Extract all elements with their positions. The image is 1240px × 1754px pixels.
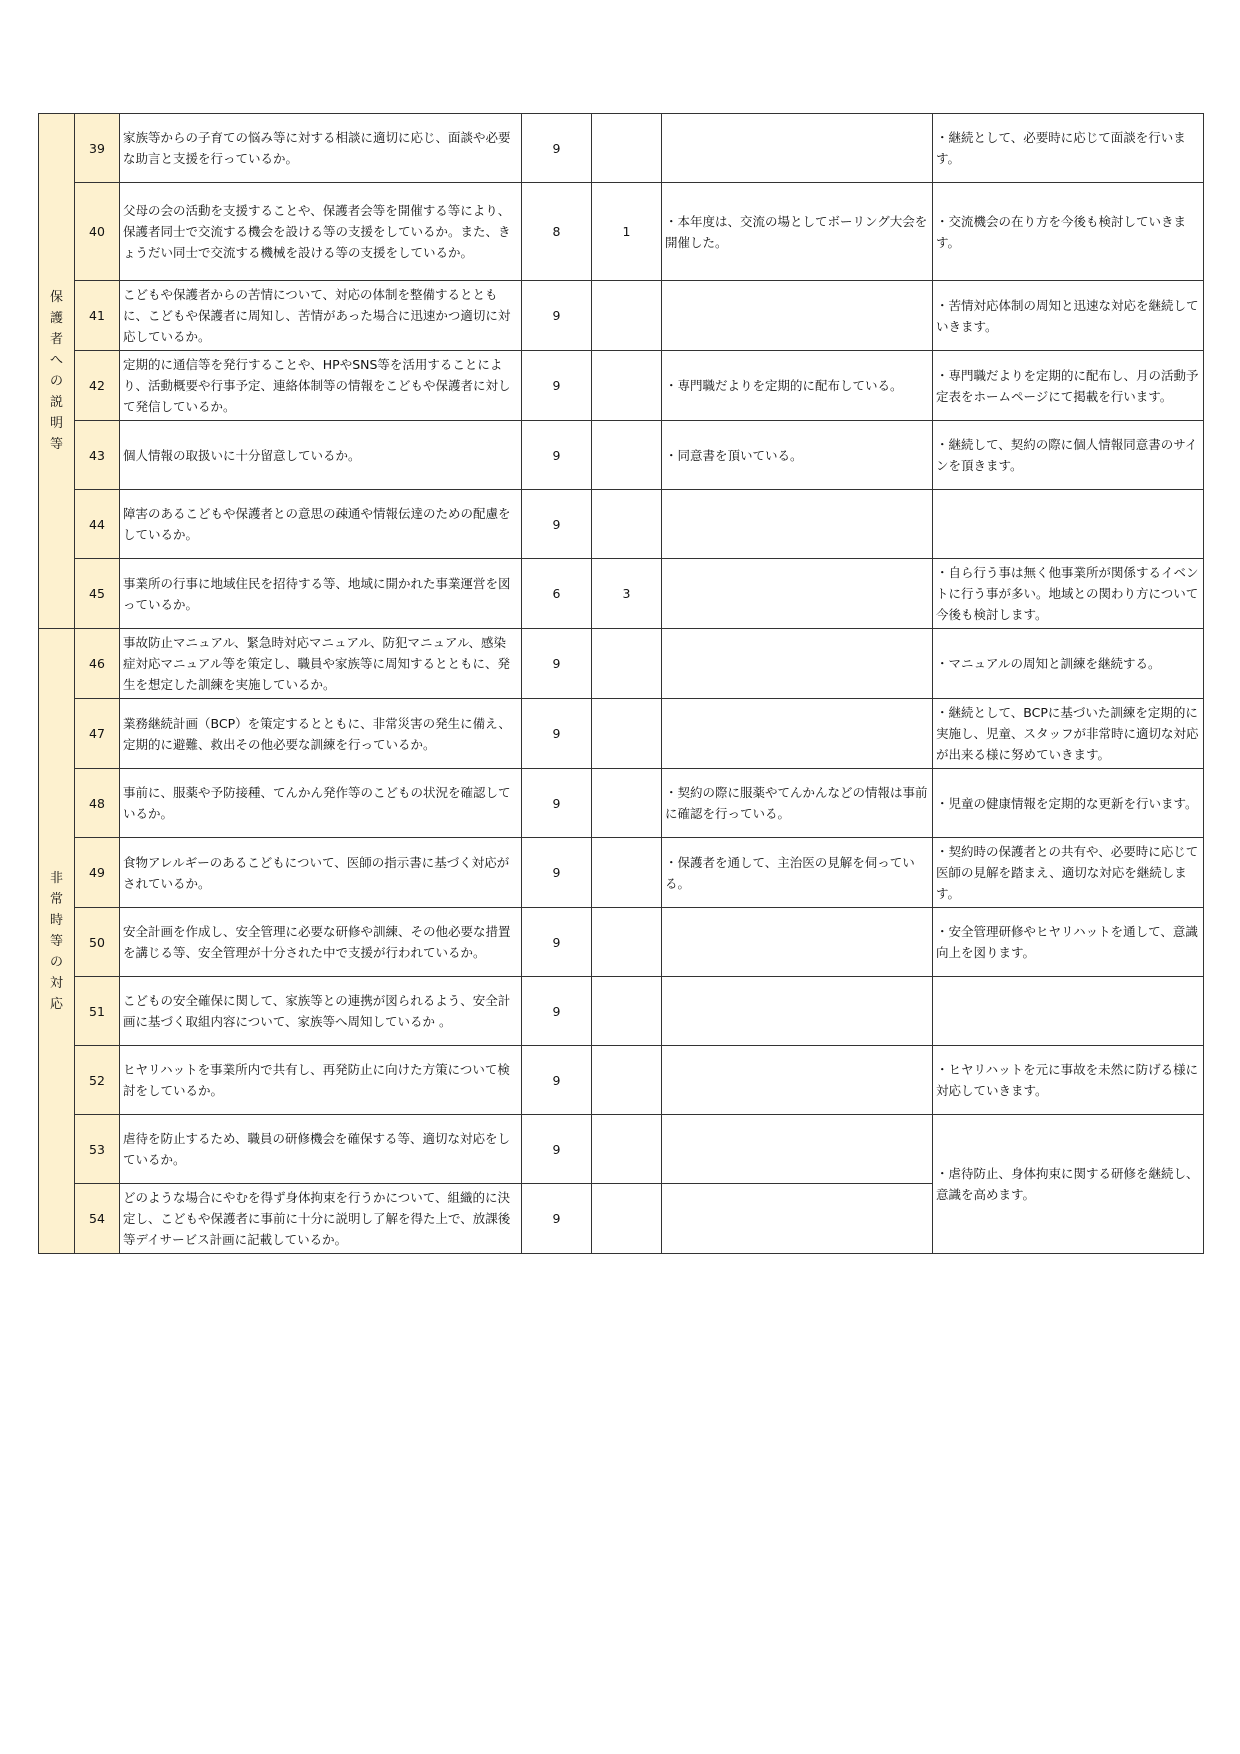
no-count bbox=[592, 281, 662, 351]
table-row bbox=[39, 1115, 1204, 1184]
question-text: 食物アレルギーのあるこどもについて、医師の指示書に基づく対応がされているか。 bbox=[120, 838, 522, 908]
improvement-note: ・継続として、BCPに基づいた訓練を定期的に実施し、児童、スタッフが非常時に適切な対応が出来る様に努めていきます。 bbox=[933, 699, 1204, 769]
table-row bbox=[39, 838, 1204, 908]
yes-count: 9 bbox=[522, 699, 592, 769]
action-note bbox=[662, 281, 933, 351]
section-label-emergency: 非常時等の対応 bbox=[39, 629, 75, 1254]
row-number: 40 bbox=[75, 183, 120, 281]
row-number: 49 bbox=[75, 838, 120, 908]
row-number: 53 bbox=[75, 1115, 120, 1184]
improvement-note: ・安全管理研修やヒヤリハットを通して、意識向上を図ります。 bbox=[933, 908, 1204, 977]
no-count: 3 bbox=[592, 559, 662, 629]
no-count bbox=[592, 1115, 662, 1184]
table-row bbox=[39, 629, 1204, 699]
table-row bbox=[39, 183, 1204, 281]
no-count bbox=[592, 114, 662, 183]
action-note: ・同意書を頂いている。 bbox=[662, 421, 933, 490]
yes-count: 6 bbox=[522, 559, 592, 629]
action-note bbox=[662, 629, 933, 699]
table-row bbox=[39, 1046, 1204, 1115]
question-text: 事故防止マニュアル、緊急時対応マニュアル、防犯マニュアル、感染症対応マニュアル等を策定し、職員や家族等に周知するとともに、発生を想定した訓練を実施しているか。 bbox=[120, 629, 522, 699]
question-text: こどもの安全確保に関して、家族等との連携が図られるよう、安全計画に基づく取組内容について、家族等へ周知しているか 。 bbox=[120, 977, 522, 1046]
table-row bbox=[39, 559, 1204, 629]
improvement-note: ・虐待防止、身体拘束に関する研修を継続し、意識を高めます。 bbox=[933, 1115, 1204, 1254]
action-note: ・本年度は、交流の場としてボーリング大会を開催した。 bbox=[662, 183, 933, 281]
improvement-note: ・自ら行う事は無く他事業所が関係するイベントに行う事が多い。地域との関わり方について今後も検討します。 bbox=[933, 559, 1204, 629]
no-count bbox=[592, 629, 662, 699]
no-count bbox=[592, 977, 662, 1046]
no-count bbox=[592, 699, 662, 769]
action-note bbox=[662, 114, 933, 183]
action-note bbox=[662, 559, 933, 629]
question-text: 安全計画を作成し、安全管理に必要な研修や訓練、その他必要な措置を講じる等、安全管理が十分された中で支援が行われているか。 bbox=[120, 908, 522, 977]
row-number: 45 bbox=[75, 559, 120, 629]
question-text: 事業所の行事に地域住民を招待する等、地域に開かれた事業運営を図っているか。 bbox=[120, 559, 522, 629]
no-count bbox=[592, 1184, 662, 1254]
question-text: どのような場合にやむを得ず身体拘束を行うかについて、組織的に決定し、こどもや保護者に事前に十分に説明し了解を得た上で、放課後等デイサービス計画に記載しているか。 bbox=[120, 1184, 522, 1254]
no-count bbox=[592, 1046, 662, 1115]
row-number: 48 bbox=[75, 769, 120, 838]
yes-count: 9 bbox=[522, 281, 592, 351]
improvement-note: ・継続して、契約の際に個人情報同意書のサインを頂きます。 bbox=[933, 421, 1204, 490]
row-number: 54 bbox=[75, 1184, 120, 1254]
question-text: 事前に、服薬や予防接種、てんかん発作等のこどもの状況を確認しているか。 bbox=[120, 769, 522, 838]
action-note: ・契約の際に服薬やてんかんなどの情報は事前に確認を行っている。 bbox=[662, 769, 933, 838]
table-row bbox=[39, 908, 1204, 977]
no-count bbox=[592, 490, 662, 559]
yes-count: 9 bbox=[522, 629, 592, 699]
row-number: 42 bbox=[75, 351, 120, 421]
no-count bbox=[592, 351, 662, 421]
action-note: ・保護者を通して、主治医の見解を伺っている。 bbox=[662, 838, 933, 908]
action-note: ・専門職だよりを定期的に配布している。 bbox=[662, 351, 933, 421]
question-text: 家族等からの子育ての悩み等に対する相談に適切に応じ、面談や必要な助言と支援を行っているか。 bbox=[120, 114, 522, 183]
table-row bbox=[39, 281, 1204, 351]
yes-count: 9 bbox=[522, 490, 592, 559]
yes-count: 9 bbox=[522, 114, 592, 183]
table-row bbox=[39, 977, 1204, 1046]
improvement-note bbox=[933, 490, 1204, 559]
improvement-note: ・マニュアルの周知と訓練を継続する。 bbox=[933, 629, 1204, 699]
row-number: 52 bbox=[75, 1046, 120, 1115]
action-note bbox=[662, 490, 933, 559]
table-row bbox=[39, 421, 1204, 490]
row-number: 51 bbox=[75, 977, 120, 1046]
improvement-note: ・継続として、必要時に応じて面談を行います。 bbox=[933, 114, 1204, 183]
row-number: 44 bbox=[75, 490, 120, 559]
yes-count: 8 bbox=[522, 183, 592, 281]
question-text: 業務継続計画（BCP）を策定するとともに、非常災害の発生に備え、定期的に避難、救出その他必要な訓練を行っているか。 bbox=[120, 699, 522, 769]
action-note bbox=[662, 1184, 933, 1254]
no-count bbox=[592, 769, 662, 838]
no-count: 1 bbox=[592, 183, 662, 281]
action-note bbox=[662, 1115, 933, 1184]
section-label-explanation: 保護者への説明等 bbox=[39, 114, 75, 629]
row-number: 39 bbox=[75, 114, 120, 183]
improvement-note bbox=[933, 977, 1204, 1046]
table-row bbox=[39, 114, 1204, 183]
yes-count: 9 bbox=[522, 421, 592, 490]
no-count bbox=[592, 838, 662, 908]
question-text: 虐待を防止するため、職員の研修機会を確保する等、適切な対応をしているか。 bbox=[120, 1115, 522, 1184]
question-text: ヒヤリハットを事業所内で共有し、再発防止に向けた方策について検討をしているか。 bbox=[120, 1046, 522, 1115]
row-number: 50 bbox=[75, 908, 120, 977]
improvement-note: ・契約時の保護者との共有や、必要時に応じて医師の見解を踏まえ、適切な対応を継続します。 bbox=[933, 838, 1204, 908]
yes-count: 9 bbox=[522, 351, 592, 421]
question-text: こどもや保護者からの苦情について、対応の体制を整備するとともに、こどもや保護者に周知し、苦情があった場合に迅速かつ適切に対応しているか。 bbox=[120, 281, 522, 351]
yes-count: 9 bbox=[522, 977, 592, 1046]
question-text: 定期的に通信等を発行することや、HPやSNS等を活用することにより、活動概要や行事予定、連絡体制等の情報をこどもや保護者に対して発信しているか。 bbox=[120, 351, 522, 421]
yes-count: 9 bbox=[522, 908, 592, 977]
improvement-note: ・苦情対応体制の周知と迅速な対応を継続していきます。 bbox=[933, 281, 1204, 351]
row-number: 46 bbox=[75, 629, 120, 699]
row-number: 47 bbox=[75, 699, 120, 769]
evaluation-table bbox=[38, 113, 1204, 1254]
row-number: 41 bbox=[75, 281, 120, 351]
action-note bbox=[662, 908, 933, 977]
improvement-note: ・ヒヤリハットを元に事故を未然に防げる様に対応していきます。 bbox=[933, 1046, 1204, 1115]
yes-count: 9 bbox=[522, 1115, 592, 1184]
table-row bbox=[39, 351, 1204, 421]
table-row bbox=[39, 769, 1204, 838]
row-number: 43 bbox=[75, 421, 120, 490]
question-text: 障害のあるこどもや保護者との意思の疎通や情報伝達のための配慮をしているか。 bbox=[120, 490, 522, 559]
yes-count: 9 bbox=[522, 1046, 592, 1115]
improvement-note: ・交流機会の在り方を今後も検討していきます。 bbox=[933, 183, 1204, 281]
question-text: 父母の会の活動を支援することや、保護者会等を開催する等により、保護者同士で交流する機会を設ける等の支援をしているか。また、きょうだい同士で交流する機械を設ける等の支援をしているか。 bbox=[120, 183, 522, 281]
yes-count: 9 bbox=[522, 838, 592, 908]
yes-count: 9 bbox=[522, 769, 592, 838]
action-note bbox=[662, 699, 933, 769]
no-count bbox=[592, 421, 662, 490]
table-row bbox=[39, 699, 1204, 769]
yes-count: 9 bbox=[522, 1184, 592, 1254]
action-note bbox=[662, 977, 933, 1046]
improvement-note: ・児童の健康情報を定期的な更新を行います。 bbox=[933, 769, 1204, 838]
question-text: 個人情報の取扱いに十分留意しているか。 bbox=[120, 421, 522, 490]
improvement-note: ・専門職だよりを定期的に配布し、月の活動予定表をホームページにて掲載を行います。 bbox=[933, 351, 1204, 421]
action-note bbox=[662, 1046, 933, 1115]
table-row bbox=[39, 490, 1204, 559]
no-count bbox=[592, 908, 662, 977]
